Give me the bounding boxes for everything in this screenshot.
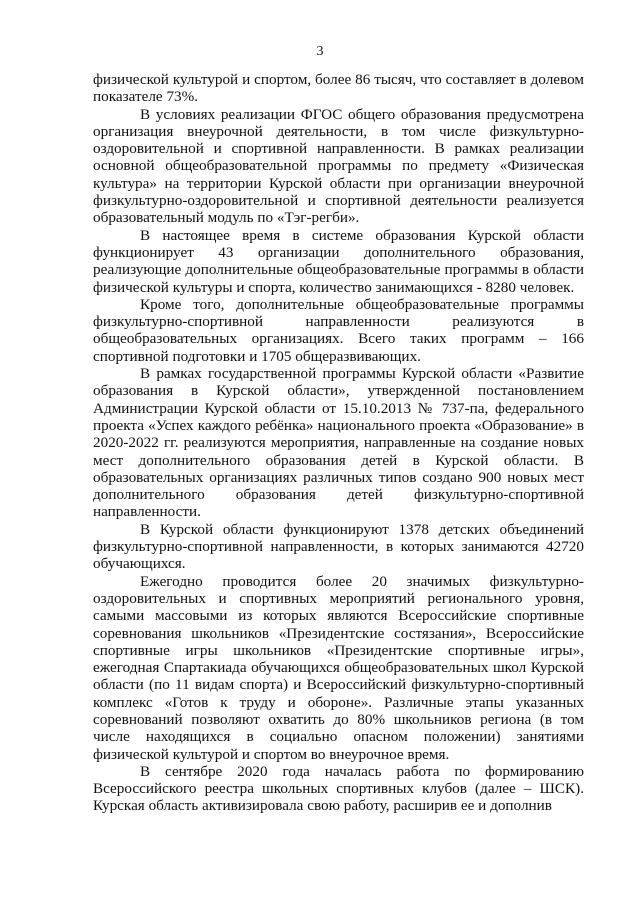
paragraph-school-sports-clubs: В сентябре 2020 года началась работа по формированию Всероссийского реестра школьных спортивных клубов (далее – ШСК). Курская область активизировала свою работу, расширив ее и дополнив — [93, 762, 584, 815]
paragraph-annual-events: Ежегодно проводится более 20 значимых физкультурно-оздоровительных и спортивных мероприятий регионального уровня, самыми массовыми из которых являются Всероссийские спортивные соревнования школьников «Президентские состязания», Всероссийские спортивные игры школьников «Президентские спортивные игры», ежегодная Спартакиада обучающихся общеобразовательных школ Курской области (по 11 видам спорта) и Всероссийский физкультурно-спортивный комплекс «Готов к труду и обороне». Различные этапы указанных соревнований позволяют охватить до 80% школьников региона (в том числе находящихся в социально опасном положении) занятиями физической культурой и спортом во внеурочное время. — [93, 572, 584, 763]
paragraph-state-program: В рамках государственной программы Курской области «Развитие образования в Курской области», утвержденной постановлением Администрации Курской области от 15.10.2013 № 737-па, федерального проекта «Успех каждого ребёнка» национального проекта «Образование» в 2020-2022 гг. реализуются мероприятия, направленные на создание новых мест дополнительного образования детей в Курской области. В образовательных организациях различных типов создано 900 новых мест дополнительного образования детей физкультурно-спортивной направленности. — [93, 365, 584, 521]
paragraph-general-education-programs: Кроме того, дополнительные общеобразовательные программы физкультурно-спортивной направленности реализуются в общеобразовательных организациях. Всего таких программ – 166 спортивной подготовки и 1705 общеразвивающих. — [93, 295, 584, 365]
paragraph-continuation: физической культурой и спортом, более 86 тысяч, что составляет в долевом показателе 73%. — [93, 71, 584, 106]
paragraph-children-associations: В Курской области функционируют 1378 детских объединений физкультурно-спортивной направленности, в которых занимаются 42720 обучающихся. — [93, 520, 584, 573]
paragraph-fgos-extracurricular: В условиях реализации ФГОС общего образования предусмотрена организация внеурочной деятельности, в том числе физкультурно-оздоровительной и спортивной направленности. В рамках реализации основной общеобразовательной программы по предмету «Физическая культура» на территории Курской области при организации внеурочной физкультурно-оздоровительной и спортивной деятельности реализуется образовательный модуль по «Тэг-регби». — [93, 105, 584, 227]
page-number: 3 — [316, 44, 324, 59]
paragraph-additional-education-organizations: В настоящее время в системе образования Курской области функционирует 43 организации дополнительного образования, реализующие дополнительные общеобразовательные программы в области физической культуры и спорта, количество занимающихся - 8280 человек. — [93, 226, 584, 296]
document-body — [93, 71, 584, 815]
